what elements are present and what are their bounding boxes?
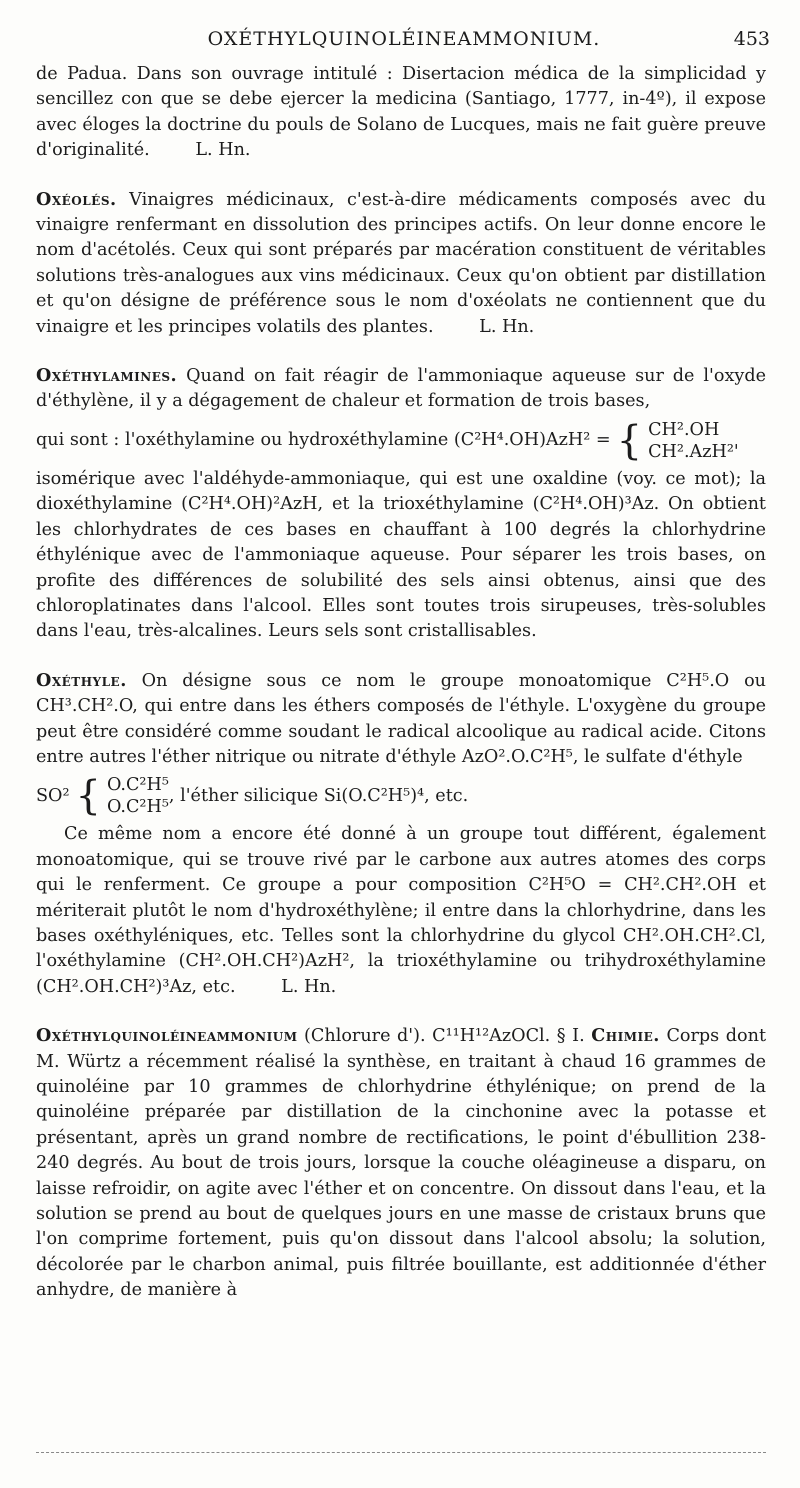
- formula-stack: [648, 419, 739, 463]
- brace-glyph: {: [75, 773, 101, 820]
- oxethylamines-text-2: isomérique avec l'aldéhyde-ammoniaque, qui est une oxaldine (voy. ce mot); la dioxéthylamine (C²H⁴.OH)²AzH, et la trioxéthylamine (C²H⁴.OH)³Az. On obtient les chlorhydrates de ces bases en chauffant à 100 degrés la chlorhydrine éthylénique avec de l'ammoniaque aqueuse. Pour séparer les trois bases, on profite des différences de solubilité des sels ainsi obtenus, ainsi que des chloroplatinates dans l'alcool. Elles sont toutes trois sirupeuses, très-solubles dans l'eau, très-alcalines. Leurs sels sont cristallisables.: [36, 468, 766, 642]
- oxeoles-heading: Oxéolés.: [36, 188, 117, 210]
- footer-divider: [36, 1452, 766, 1453]
- oxethyle-text-1: On désigne sous ce nom le groupe monoatomique C²H⁵.O ou CH³.CH².O, qui entre dans les éthers composés de l'éthyle. L'oxygène du groupe peut être considéré comme soudant le radical alcoolique au radical acide. Citons entre autres l'éther nitrique ou nitrate d'éthyle AzO².O.C²H⁵, le sulfate d'éthyle: [36, 670, 766, 767]
- oxethylquinoleine-text: Corps dont M. Würtz a récemment réalisé la synthèse, en traitant à chaud 16 grammes de quinoléine par 10 grammes de chlorhydrine éthylénique; on prend de la quinoléine préparée par distillation de la cinchonine avec la potasse et présentant, après un grand nombre de rectifications, le point d'ébullition 238-240 degrés. Au bout de trois jours, lorsque la couche oléagineuse a disparu, on laisse refroidir, on agite avec l'éther et on concentre. On dissout dans l'eau, et la solution se prend au bout de quelques jours en une masse de cristaux bruns que l'on comprime fortement, puis qu'on dissout dans l'alcool absolu; la solution, décolorée par le charbon animal, puis filtrée bouillante, est additionnée d'éther anhydre, de manière à: [36, 1026, 767, 1301]
- brace-glyph: {: [616, 417, 643, 464]
- paduan-text: de Padua. Dans son ouvrage intitulé : Disertacion médica de la simplicidad y sencillez con que se debe ejercer la medicina (Santiago, 1777, in-4º), il expose avec éloges la doctrine du pouls de Solano de Lucques, mais ne fait guère preuve d'originalité.: [36, 64, 766, 161]
- oxethylamine-formula-intro: qui sont : l'oxéthylamine ou hydroxéthylamine (C²H⁴.OH)AzH² =: [36, 430, 611, 451]
- page-content: [36, 62, 766, 1304]
- oxethylamines-entry: [36, 363, 766, 645]
- oxeoles-entry: [36, 187, 766, 340]
- oxethylquinoleine-subhead: (Chlorure d'). C¹¹H¹²AzOCl. § I.: [304, 1026, 585, 1047]
- oxethylamines-text-1: Quand on fait réagir de l'ammoniaque aqueuse sur de l'oxyde d'éthylène, il y a dégagement de chaleur et formation de trois bases,: [36, 366, 767, 412]
- paduan-paragraph: [36, 62, 766, 164]
- running-head: OXÉTHYLQUINOLÉINEAMMONIUM.: [207, 28, 601, 50]
- oxethylquinoleine-entry: [36, 1023, 766, 1303]
- oxethyle-heading: Oxéthyle.: [36, 669, 127, 691]
- page-header: [38, 28, 770, 58]
- oxethylamine-formula: [36, 419, 766, 463]
- sulfate-formula: [36, 774, 766, 818]
- oxethyle-text-2: Ce même nom a encore été donné à un groupe tout différent, également monoatomique, qui se trouve rivé par le carbone aux autres atomes des corps qui le renferment. Ce groupe a pour composition C²H⁵O = CH².CH².OH et mériterait plutôt le nom d'hydroxéthylène; il entre dans la chlorhydrine, dans les bases oxéthyléniques, etc. Telles sont la chlorhydrine du glycol CH².OH.CH².Cl, l'oxéthylamine (CH².OH.CH²)AzH², la trioxéthylamine ou trihydroxéthylamine (CH².OH.CH²)³Az, etc.: [36, 824, 766, 997]
- oxeoles-text: Vinaigres médicinaux, c'est-à-dire médicaments composés avec du vinaigre renfermant en dissolution des principes actifs. On leur donne encore le nom d'acétolés. Ceux qui sont préparés par macération constituent de véritables solutions très-analogues aux vins médicinaux. Ceux qu'on obtient par distillation et qu'on désigne de préférence sous le nom d'oxéolats ne contiennent que du vinaigre et les principes volatils des plantes.: [36, 189, 767, 337]
- oxethylquinoleine-heading: Oxéthylquinoléineammonium: [36, 1025, 298, 1047]
- sulfate-formula-prefix: SO²: [36, 785, 70, 806]
- page-number: 453: [733, 28, 770, 50]
- oxethyle-signature: L. Hn.: [281, 976, 337, 997]
- paduan-signature: L. Hn.: [195, 140, 251, 161]
- formula-stack: [107, 774, 169, 818]
- oxethylamines-heading: Oxéthylamines.: [36, 365, 178, 387]
- sulfate-formula-suffix: , l'éther silicique Si(O.C²H⁵)⁴, etc.: [168, 785, 469, 806]
- formula-bottom: CH².AzH²': [648, 441, 739, 462]
- oxeoles-signature: L. Hn.: [479, 316, 535, 337]
- oxethyle-entry: [36, 668, 766, 1000]
- formula-top: CH².OH: [648, 419, 720, 440]
- chimie-label: Chimie.: [591, 1025, 660, 1047]
- formula-top: O.C²H⁵: [106, 775, 169, 796]
- formula-bottom: O.C²H⁵: [106, 797, 169, 818]
